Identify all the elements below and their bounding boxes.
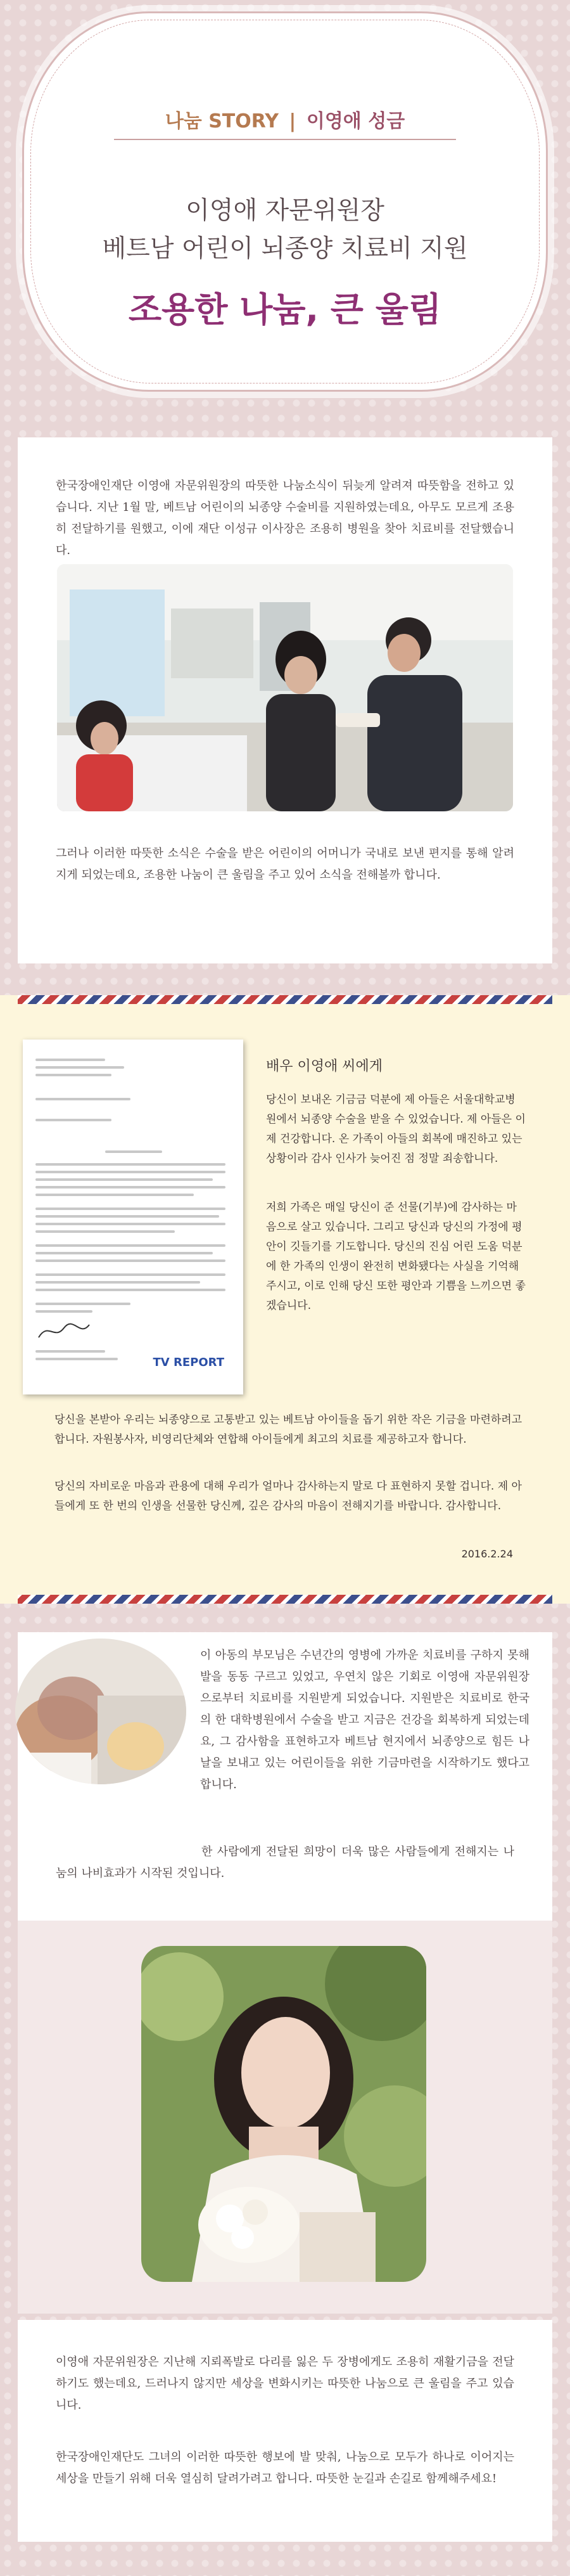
intro-paragraph-2: 그러나 이러한 따뜻한 소식은 수술을 받은 어린이의 어머니가 국내로 보낸 편지를 통해 알려지게 되었는데요, 조용한 나눔이 큰 울림을 주고 있어 소식을 전해볼까 합니다. — [56, 847, 514, 882]
outro-paragraph-2: 한국장애인재단도 그녀의 이러한 따뜻한 행보에 발 맞춰, 나눔으로 모두가 하나로 이어지는 세상을 만들기 위해 더욱 열심히 달려가려고 합니다. 따뜻한 눈길과 손길로 함께해주세요! — [56, 2450, 514, 2485]
header-badge — [22, 11, 548, 392]
outro-section — [18, 2320, 552, 2542]
letter-paragraph-2: 저희 가족은 매일 당신이 준 선물(기부)에 감사하는 마음으로 살고 있습니다. 그리고 당신과 당신의 가정에 평안이 깃들기를 기도합니다. 당신의 진심 어린 도움 덕분에 한 가족의 인생이 완전히 변화됐다는 사실을 기억해주시고, 이로 인해 당신 또한 평안과 기쁨을 느끼으면 좋겠습니다. — [266, 1201, 526, 1312]
baby-photo — [15, 1639, 186, 1784]
letter-paragraph-4: 당신의 자비로운 마음과 관용에 대해 우리가 얼마나 감사하는지 말로 다 표현하지 못할 겁니다. 제 아들에게 또 한 번의 인생을 선물한 당신께, 깊은 감사의 마음이 전해지기를 바랍니다. 감사합니다. — [54, 1480, 522, 1512]
letter-greeting: 배우 이영애 씨에게 — [266, 1059, 383, 1074]
airmail-stripe-bottom — [18, 1595, 552, 1604]
title-line-1: 이영애 자문위원장 — [186, 196, 384, 225]
signature — [35, 1318, 92, 1344]
hospital-photo-image — [57, 564, 513, 811]
outro-paragraph-1: 이영애 자문위원장은 지난해 지뢰폭발로 다리를 잃은 두 장병에게도 조용히 재활기금을 전달하기도 했는데요, 드러나지 않지만 세상을 변화시키는 따뜻한 나눔으로 큰 울림을 주고 있습니다. — [56, 2355, 514, 2412]
story-paragraph-2: 한 사람에게 전달된 희망이 더욱 많은 사람들에게 전해지는 나눔의 나비효과가 시작된 것입니다. — [56, 1845, 514, 1880]
baby-photo-image — [15, 1639, 186, 1784]
letter-scan-image — [23, 1040, 243, 1394]
series-name: 나눔 STORY — [165, 110, 279, 132]
title-line-2: 베트남 어린이 뇌종양 치료비 지원 — [102, 235, 468, 263]
series-label — [24, 105, 546, 133]
letter-paragraph-3: 당신을 본받아 우리는 뇌종양으로 고통받고 있는 베트남 아이들을 돕기 위한 작은 기금을 마련하려고 합니다. 자원봉사자, 비영리단체와 연합해 아이들에게 최고의 치료를 제공하고자 합니다. — [54, 1414, 522, 1446]
letter-section — [0, 995, 570, 1604]
portrait-section — [18, 1921, 552, 2314]
hospital-photo — [57, 564, 513, 811]
letter-date: 2016.2.24 — [461, 1548, 513, 1560]
story-section — [18, 1632, 552, 1921]
portrait-photo-image — [141, 1946, 426, 2282]
page-title: 조용한 나눔, 큰 울림 — [128, 290, 442, 330]
header — [0, 0, 570, 406]
story-paragraph-1: 이 아동의 부모님은 수년간의 영병에 가까운 치료비를 구하지 못해 발을 동동 구르고 있었고, 우연치 않은 기회로 이영애 자문위원장으로부터 치료비를 지원받게 되었습니다. 지원받은 치료비로 한국의 한 대학병원에서 수술을 받고 지금은 건강을 회복하게 되었는데요, 그 감사함을 표현하고자 베트남 현지에서 뇌종양으로 힘든 나날을 보내고 있는 어린이들을 위한 기금마련을 시작하기도 했다고 합니다. — [200, 1649, 529, 1791]
series-separator: | — [289, 110, 296, 132]
tv-report-logo: TV REPORT — [153, 1356, 224, 1369]
series-person: 이영애 성금 — [306, 110, 405, 132]
intro-paragraph-1: 한국장애인재단 이영애 자문위원장의 따뜻한 나눔소식이 뒤늦게 알려져 따뜻함을 전하고 있습니다. 지난 1월 말, 베트남 어린이의 뇌종양 수술비를 지원하였는데요, 아무도 모르게 조용히 전달하기를 원했고, 이에 재단 이성규 이사장은 조용히 병원을 찾아 치료비를 전달했습니다. — [56, 479, 514, 557]
letter-paragraph-1: 당신이 보내온 기금금 덕분에 제 아들은 서울대학교병원에서 뇌종양 수술을 받을 수 있었습니다. 제 아들은 이제 건강합니다. 온 가족이 아들의 회복에 매진하고 있는 상황이라 감사 인사가 늦어진 점 정말 죄송합니다. — [266, 1093, 526, 1165]
header-divider — [114, 139, 456, 140]
portrait-photo — [141, 1946, 426, 2282]
airmail-stripe-top — [18, 995, 552, 1004]
intro-section — [18, 437, 552, 963]
